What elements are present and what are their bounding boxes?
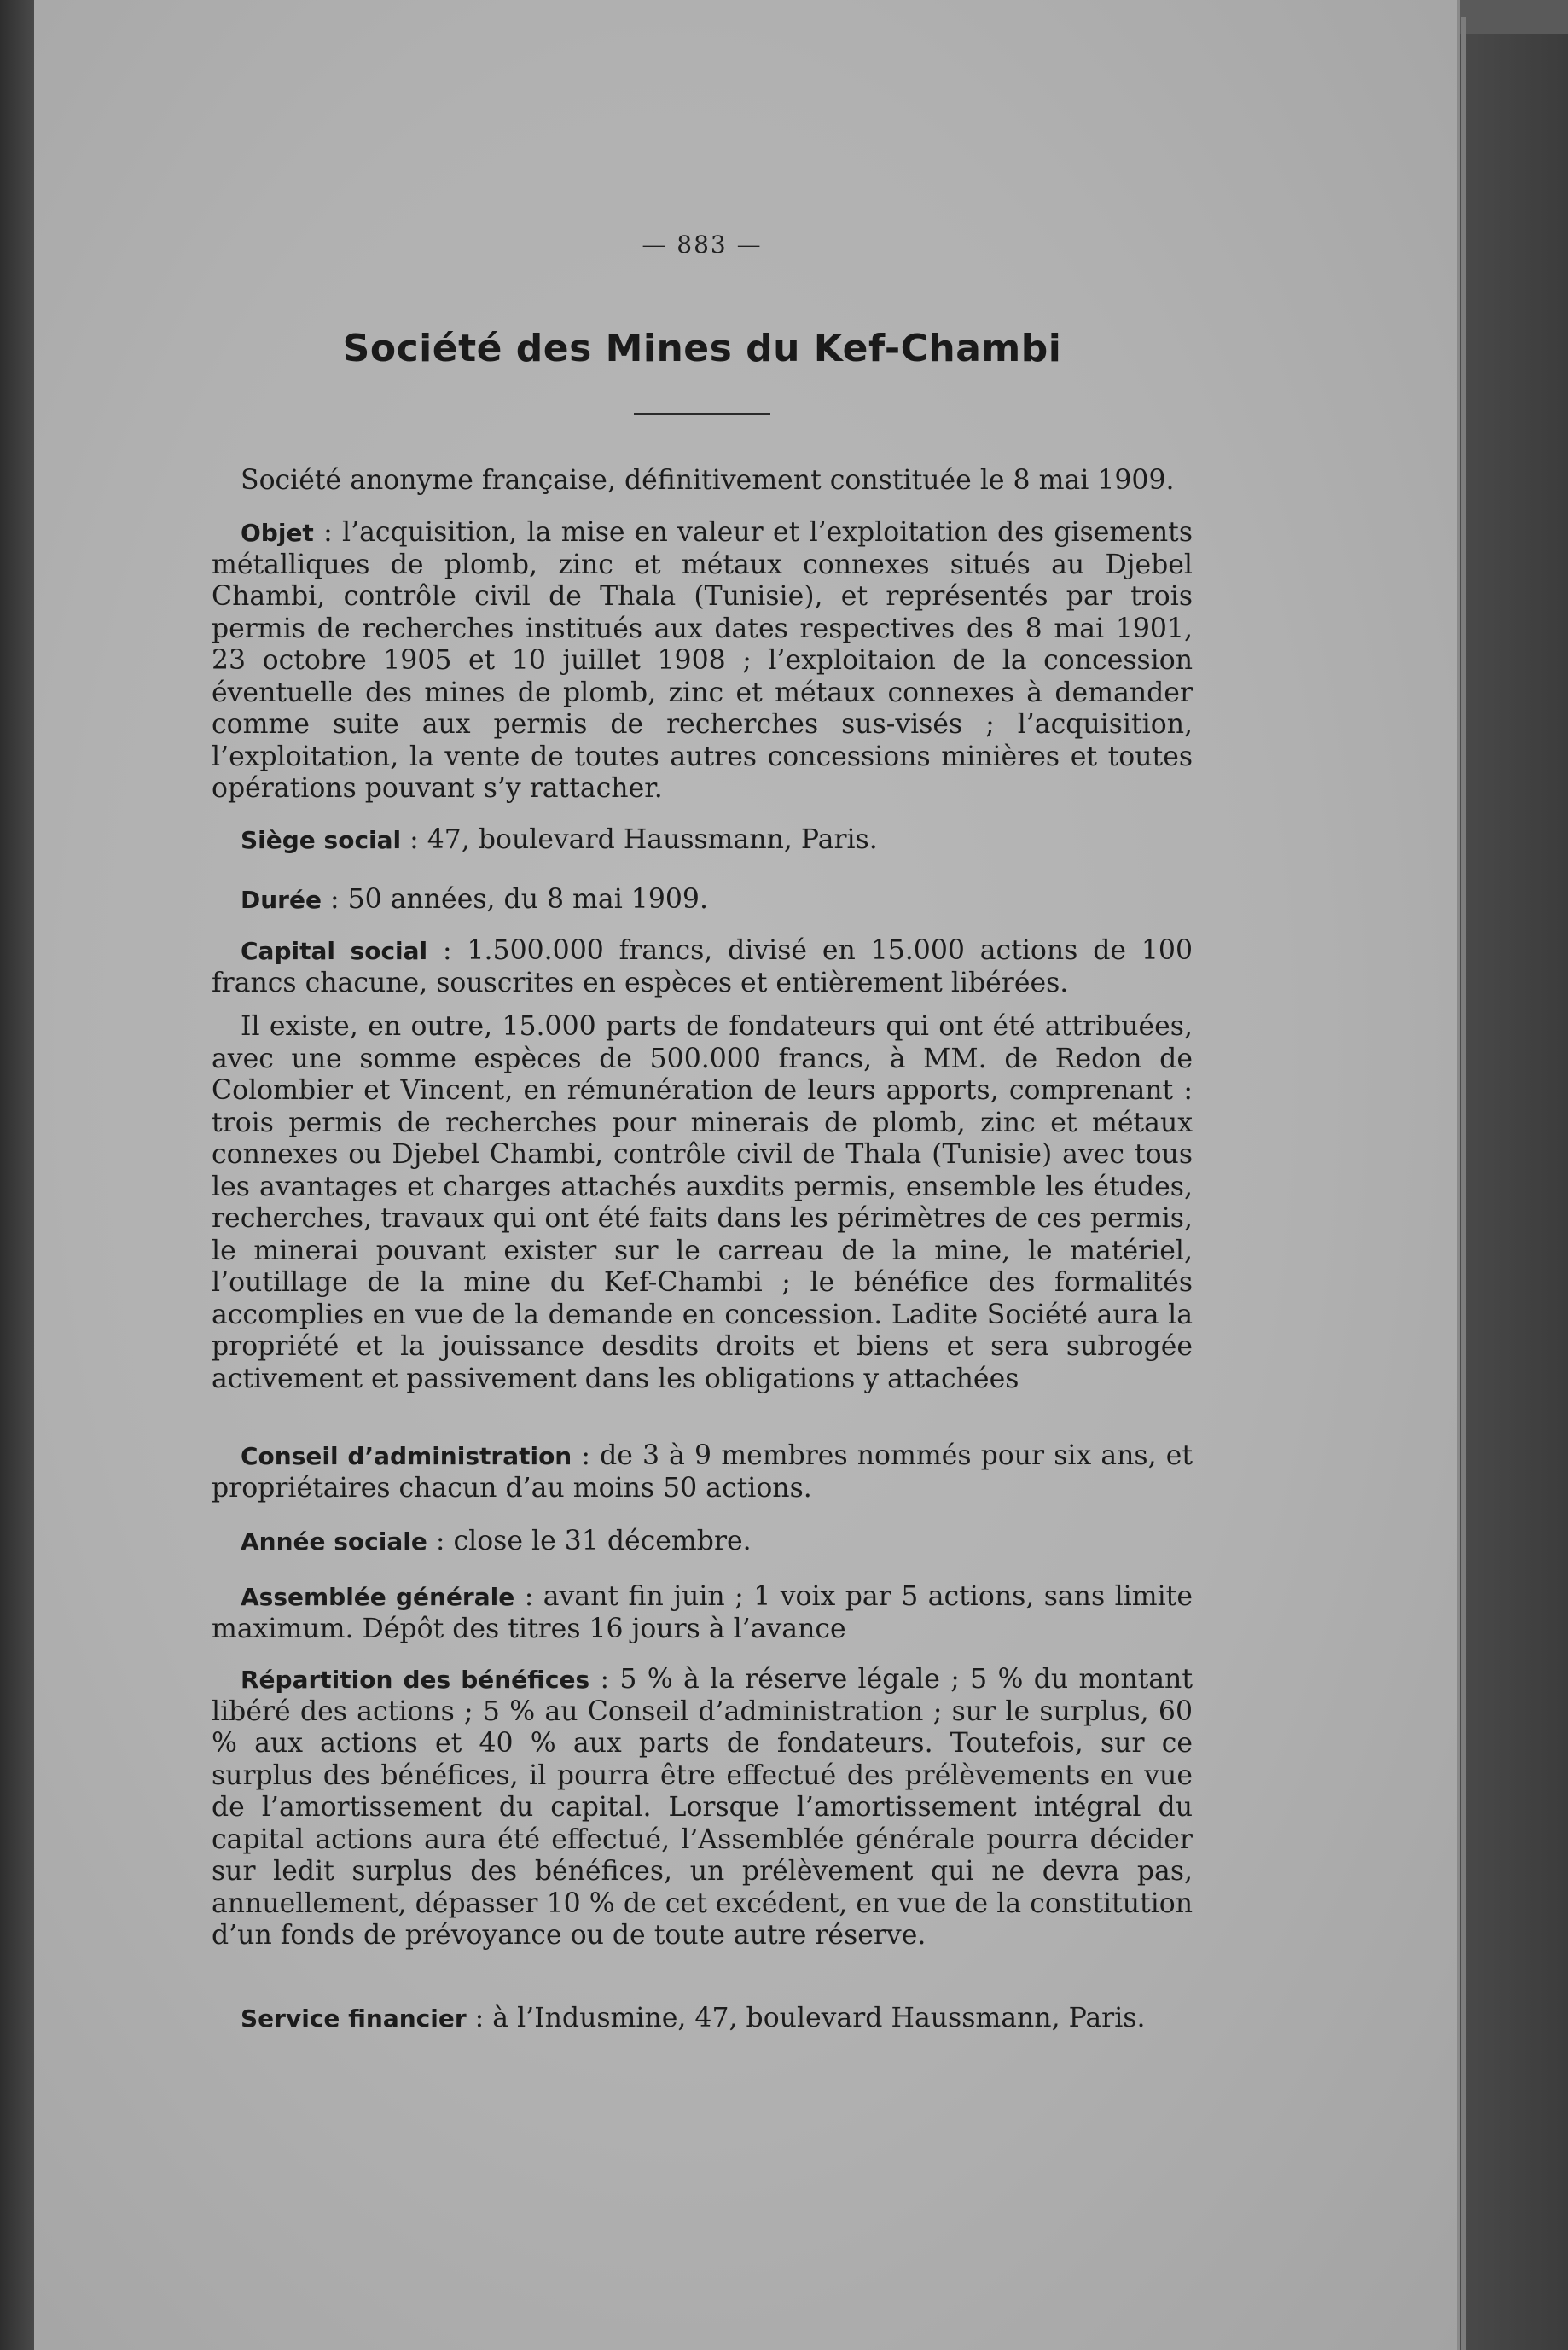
page-number: — 883 —: [642, 230, 763, 259]
paragraph-service: [212, 2003, 1193, 2035]
paper-sheet: [34, 0, 1460, 2350]
paragraph-text: : 50 années, du 8 mai 1909.: [321, 884, 708, 915]
backing-board: [1457, 34, 1568, 2350]
paragraph-label: Durée: [241, 886, 322, 914]
paragraph-text: : de 3 à 9 membres nommés pour six ans, et propriétaires chacun d’au moins 50 actions.: [212, 1440, 1193, 1504]
paragraph-assemblee: [212, 1581, 1193, 1645]
paragraph-parts: [212, 1011, 1193, 1395]
paragraph-conseil: [212, 1440, 1193, 1504]
page-title: Société des Mines du Kef-Chambi: [342, 327, 1062, 370]
paragraph-text: : close le 31 décembre.: [427, 1526, 752, 1556]
paragraph-label: Année sociale: [241, 1527, 427, 1556]
paragraph-text: : 5 % à la réserve légale ; 5 % du montant libéré des actions ; 5 % au Conseil d’administration ; sur le surplus, 60 % aux actions et 40 % aux parts de fondateurs. Toutefois, sur ce surplus des bénéfices, il pourra être effectué des prélèvements en vue de l’amortissement du capital. Lorsque l’amortissement intégral du capital actions aura été effectué, l’Assemblée générale pourra décider sur ledit surplus des bénéfices, un prélèvement qui ne devra pas, annuellement, dépasser 10 % de cet excédent, en vue de la constitution d’un fonds de prévoyance ou de toute autre réserve.: [212, 1664, 1193, 1951]
paragraph-label: Capital social: [241, 937, 428, 965]
paragraph-intro: [212, 465, 1193, 497]
paragraph-label: Service financier: [241, 2004, 467, 2033]
paragraph-text: : 1.500.000 francs, divisé en 15.000 actions de 100 francs chacune, souscrites en espèces et entièrement libérées.: [212, 935, 1193, 998]
paragraph-siege: [212, 824, 1193, 857]
paragraph-text: : 47, boulevard Haussmann, Paris.: [401, 824, 878, 855]
paragraph-annee: [212, 1526, 1193, 1558]
paragraph-capital: [212, 935, 1193, 999]
paper-edge: [1461, 17, 1466, 2350]
binding-edge: [0, 0, 34, 2350]
paragraph-text: : l’acquisition, la mise en valeur et l’exploitation des gisements métalliques de plomb, zinc et métaux connexes situés au Djebel Chambi, contrôle civil de Thala (Tunisie), et représentés par trois permis de recherches institués aux dates respectives des 8 mai 1901, 23 octobre 1905 et 10 juillet 1908 ; l’exploitaion de la concession éventuelle des mines de plomb, zinc et métaux connexes à demander comme suite aux permis de recherches sus-visés ; l’acquisition, l’exploitation, la vente de toutes autres concessions minières et toutes opérations pouvant s’y rattacher.: [212, 517, 1193, 804]
paragraph-text: Société anonyme française, définitivement constituée le 8 mai 1909.: [241, 465, 1175, 496]
paragraph-label: Conseil d’administration: [241, 1442, 572, 1470]
paragraph-text: : à l’Indusmine, 47, boulevard Haussmann, Paris.: [466, 2003, 1146, 2033]
paragraph-text: Il existe, en outre, 15.000 parts de fondateurs qui ont été attribuées, avec une somme espèces de 500.000 francs, à MM. de Redon de Colombier et Vincent, en rémunération de leurs apports, comprenant : trois permis de recherches pour minerais de plomb, zinc et métaux connexes ou Djebel Chambi, contrôle civil de Thala (Tunisie) avec tous les avantages et charges attachés auxdits permis, ensemble les études, recherches, travaux qui ont été faits dans les périmètres de ces permis, le minerai pouvant exister sur le carreau de la mine, le matériel, l’outillage de la mine du Kef-Chambi ; le bénéfice des formalités accomplies en vue de la demande en concession. Ladite Société aura la propriété et la jouissance desdits droits et biens et sera subrogée activement et passivement dans les obligations y attachées: [212, 1011, 1193, 1394]
paragraph-label: Répartition des bénéfices: [241, 1666, 590, 1694]
paragraph-label: Assemblée générale: [241, 1583, 515, 1611]
paragraph-objet: [212, 517, 1193, 806]
paragraph-repartition: [212, 1664, 1193, 1952]
paragraph-label: Siège social: [241, 826, 402, 854]
paragraph-label: Objet: [241, 519, 314, 547]
paragraph-duree: [212, 884, 1193, 916]
title-rule: [634, 413, 770, 415]
paragraph-text: : avant fin juin ; 1 voix par 5 actions, sans limite maximum. Dépôt des titres 16 jours à l’avance: [212, 1581, 1193, 1644]
